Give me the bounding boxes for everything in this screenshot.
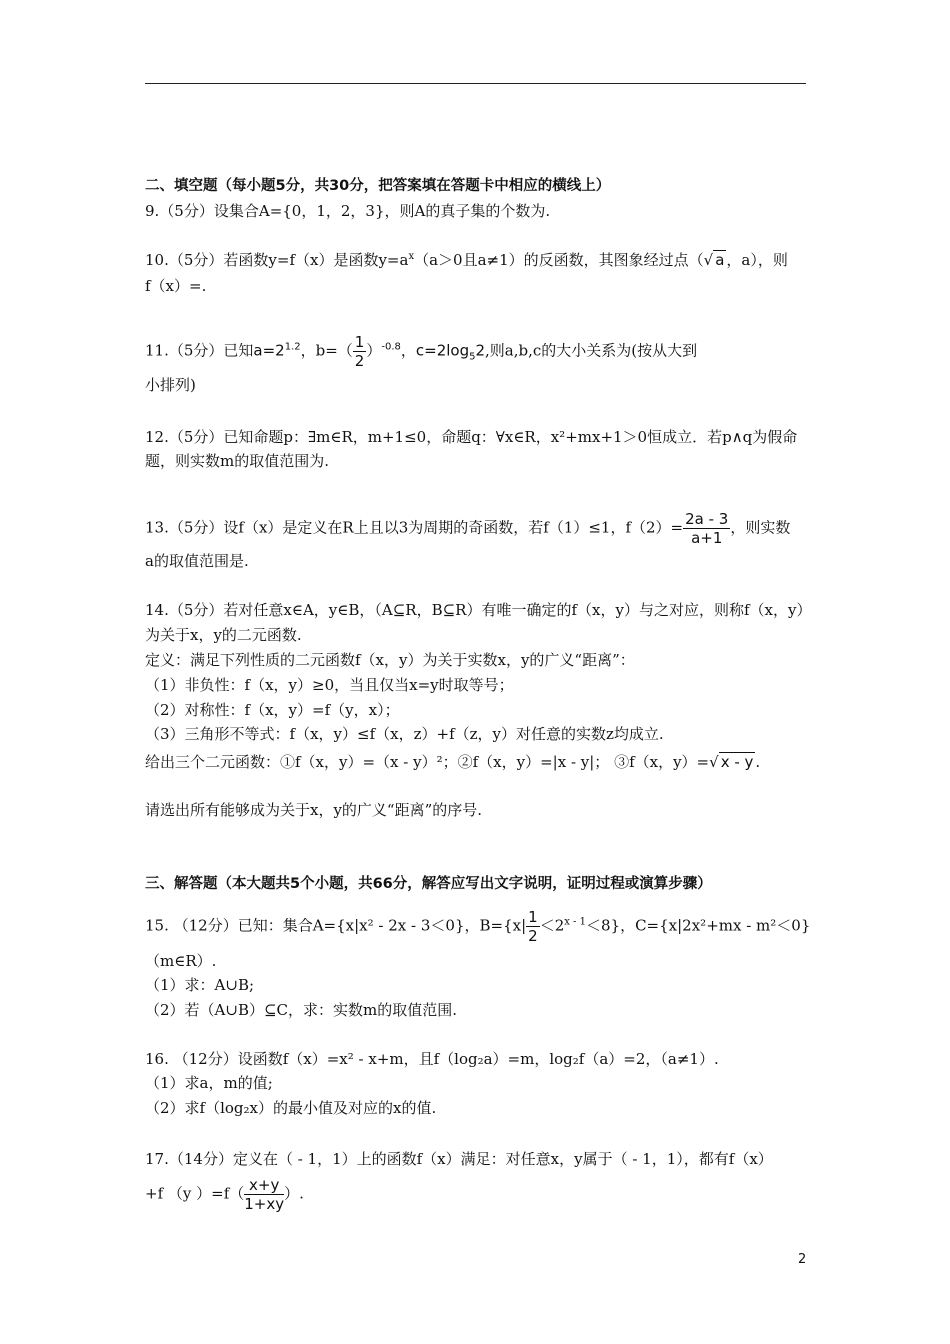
question-17-line2: +f （y ）=f（ $\frac{x+y}{1+xy}$ ）. — [145, 1176, 304, 1213]
question-15-line4: （2）若（A∪B）⊆C，求：实数m的取值范围. — [145, 1001, 458, 1019]
page-number: 2 — [798, 1252, 807, 1267]
fraction-x+y-over-1+xy: $\frac{x+y}{1+xy}$ — [244, 1176, 285, 1213]
question-16-line1: 16. （12分）设函数f（x）=x² - x+m，且f（log₂a）=m，log₂f（a）=2，（a≠1）. — [145, 1050, 719, 1068]
sqrt-a: √ a — [703, 251, 725, 269]
sqrt-x-minus-y: √ x - y — [709, 753, 754, 771]
question-17-line1: 17.（14分）定义在（ - 1，1）上的函数f（x）满足：对任意x，y属于（ - 1，1），都有f（x） — [145, 1150, 773, 1168]
question-10-line1: 10.（5分）若函数y=f（x）是函数$y=a^x(a>0$且a≠1）的反函数，其图象经过点（√ a ，a），则 — [145, 251, 788, 269]
question-14-line8: 请选出所有能够成为关于x，y的广义“距离”的序号. — [145, 801, 483, 819]
question-10-line2: f（x）=. — [145, 277, 207, 295]
question-16-line2: （1）求a，m的值; — [145, 1074, 273, 1092]
question-14-line4: （1）非负性：f（x，y）≥0，当且仅当x=y时取等号； — [145, 676, 514, 694]
question-15-line2: （m∈R）. — [145, 952, 217, 970]
section-heading-solutions: 三、解答题（本大题共5个小题，共66分，解答应写出文字说明，证明过程或演算步骤） — [145, 876, 712, 892]
question-9: 9.（5分）设集合A={0，1，2，3}，则A的真子集的个数为. — [145, 202, 551, 220]
section-heading-fill-in: 二、填空题（每小题5分，共30分，把答案填在答题卡中相应的横线上） — [145, 178, 611, 194]
question-12-line2: 题，则实数m的取值范围为. — [145, 452, 329, 470]
header-rule — [145, 83, 806, 84]
question-15-line3: （1）求：A∪B; — [145, 976, 255, 994]
question-11-line2: 小排列) — [145, 376, 196, 394]
fraction-2a-3-over-a+1: $\frac{2a - 3}{a+1}$ — [685, 510, 729, 547]
fraction-one-half: $\frac{1}{2}$ — [354, 333, 365, 370]
question-13-line1: 13.（5分）设f（x）是定义在R上且以3为周期的奇函数，若f（1）≤1，f（2）= $\frac{2a - 3}{a+1}$ ，则实数 — [145, 510, 791, 547]
question-14-line7: 给出三个二元函数：①f（x，y）=（x - y）²；②f（x，y）=|x - y|； ③f（x，y）=√ x - y . — [145, 753, 761, 771]
question-12-line1: 12.（5分）已知命题p：∃m∈R，m+1≤0，命题q：∀x∈R，x²+mx+1＞0恒成立．若p∧q为假命 — [145, 428, 798, 446]
question-14-line1: 14.（5分）若对任意x∈A，y∈B，（A⊆R，B⊆R）有唯一确定的f（x，y）与之对应，则称f（x，y） — [145, 601, 812, 619]
question-11-line1: 11.（5分）已知$a=2^{1.2}$，b=（ $\frac{1}{2}$ ）$^{-0.8}$，$c=2\log_52$,则a,b,c的大小关系为(按从大到 — [145, 333, 698, 370]
question-16-line3: （2）求f（log₂x）的最小值及对应的x的值. — [145, 1099, 437, 1117]
question-15-line1: 15. （12分）已知：集合A={x|x² - 2x - 3＜0}，B={x| $\frac{1}{2}$ $<2^{x - 1}<8$}，C={x|2x²+mx - m²＜0} — [145, 908, 811, 945]
question-14-line5: （2）对称性：f（x，y）=f（y，x）； — [145, 701, 400, 719]
question-14-line6: （3）三角形不等式：f（x，y）≤f（x，z）+f（z，y）对任意的实数z均成立. — [145, 725, 664, 743]
fraction-one-half: $\frac{1}{2}$ — [528, 908, 538, 945]
question-13-line2: a的取值范围是. — [145, 552, 249, 570]
question-14-line3: 定义：满足下列性质的二元函数f（x，y）为关于实数x，y的广义“距离”： — [145, 651, 635, 669]
question-14-line2: 为关于x，y的二元函数. — [145, 626, 302, 644]
